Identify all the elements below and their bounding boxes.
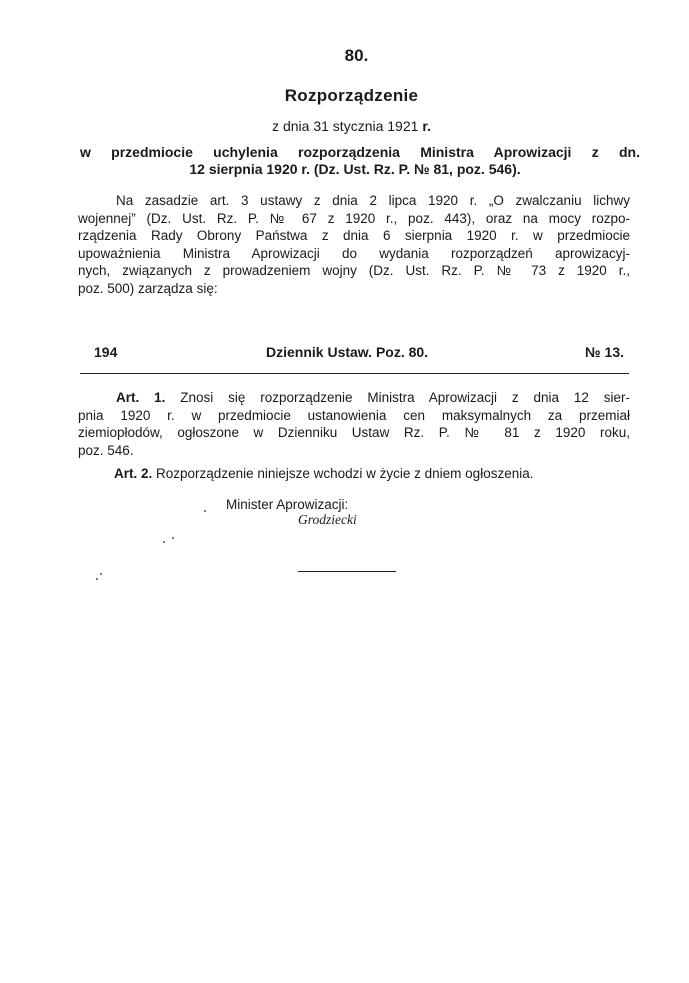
article-2-text: Rozporządzenie niniejsze wchodzi w życie z dniem ogłoszenia. [156,466,534,481]
page-number: 194 [94,344,118,360]
subject-line-2: 12 sierpnia 1920 r. (Dz. Ust. Rz. P. № 81, poz. 546). [189,161,521,177]
date-text: z dnia 31 stycznia 1921 [272,118,419,134]
print-speck [96,578,98,580]
header-rule [80,373,629,374]
article-2 [114,465,630,483]
document-title: Rozporządzenie [284,86,419,105]
article-2-label: Art. 2. [114,466,153,481]
preamble-line: poz. 500) zarządza się: [78,280,218,296]
preamble-line: rządzenia Rady Obrony Państwa z dnia 6 sierpnia 1920 r. w przedmiocie [78,228,630,243]
print-speck [163,541,165,543]
issue-number: № 13. [585,344,624,360]
article-1-label: Art. 1. [116,390,166,405]
preamble [78,192,630,297]
article-1-first-line [78,389,630,407]
preamble-line: nych, związanych z prowadzeniem wojny (Dz. Ust. Rz. P. № 73 z 1920 r., [78,263,630,278]
preamble-line: wojennej” (Dz. Ust. Rz. P. № 67 z 1920 r., poz. 443), oraz na mocy rozpo- [78,210,630,226]
publication-title: Dziennik Ustaw. Poz. 80. [266,344,429,360]
minister-signature: Grodziecki [298,512,357,527]
print-speck [204,510,206,512]
print-speck [100,573,102,575]
article-1-line: poz. 546. [78,442,134,458]
date-suffix: r. [422,118,431,134]
document-number: 80. [344,46,369,65]
page-header [94,344,624,364]
article-1-line: pnia 1920 r. w przedmiocie ustanowienia cen maksymalnych za przemiał [78,407,630,423]
document-subject [80,144,640,178]
minister-title: Minister Aprowizacji: [226,497,349,512]
preamble-line: upoważnienia Ministra Aprowizacji do wydania rozporządzeń aprowizacyj- [78,245,630,261]
document-date [0,118,689,134]
article-1-text: Znosi się rozporządzenie Ministra Aprowizacji z dnia 12 sier- [180,390,630,405]
print-speck [172,537,174,539]
article-1 [78,389,630,459]
subject-line-1: w przedmiocie uchylenia rozporządzenia Ministra Aprowizacji z dn. [80,144,640,160]
closing-rule [298,571,396,572]
preamble-line: Na zasadzie art. 3 ustawy z dnia 2 lipca 1920 r. „O zwalczaniu lichwy [116,193,630,208]
article-1-line: ziemiopłodów, ogłoszone w Dzienniku Ustaw Rz. P. № 81 z 1920 roku, [78,425,630,440]
